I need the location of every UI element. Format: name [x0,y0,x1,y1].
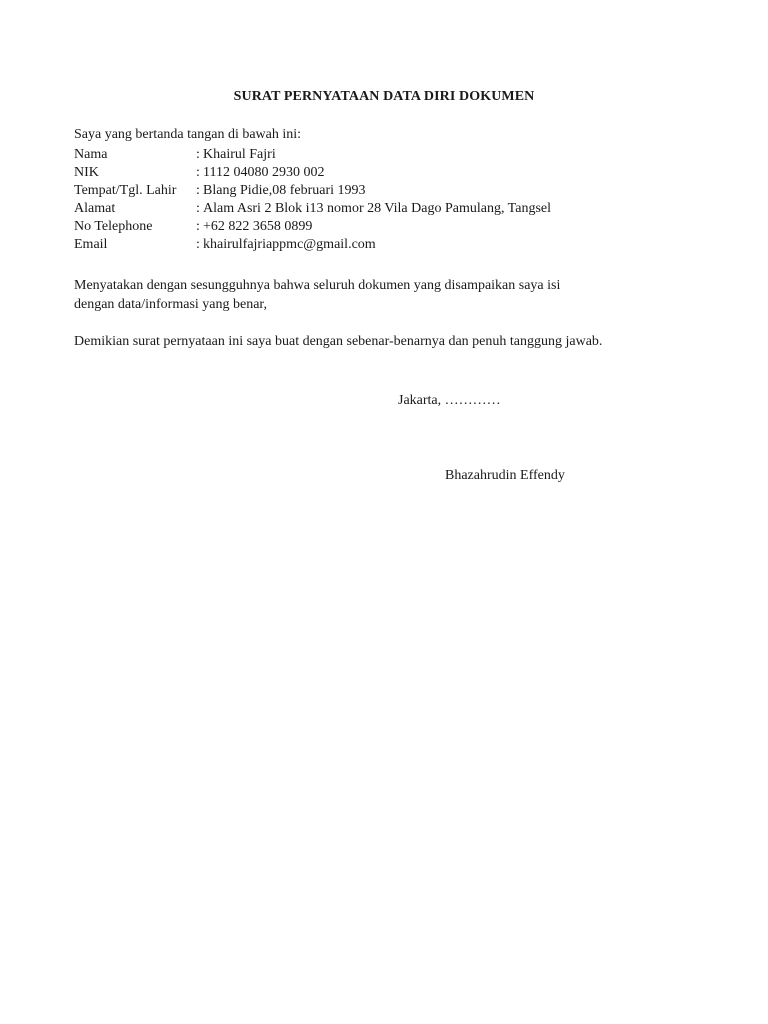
field-separator: : [196,201,200,216]
field-label: Nama [74,147,108,162]
field-label: Tempat/Tgl. Lahir [74,183,177,198]
closing-paragraph: Demikian surat pernyataan ini saya buat dengan sebenar-benarnya dan penuh tanggung jawab. [74,334,603,349]
statement-line: dengan data/informasi yang benar, [74,297,268,312]
statement-paragraph [74,276,634,314]
document-title: SURAT PERNYATAAN DATA DIRI DOKUMEN [233,89,535,104]
field-label: Alamat [74,201,116,216]
field-row-phone [74,218,551,236]
field-row-nik [74,164,551,182]
field-value: Khairul Fajri [203,147,276,162]
field-row-email [74,236,551,254]
field-row-birth [74,182,551,200]
field-label: Email [74,237,108,252]
field-label: NIK [74,165,99,180]
field-separator: : [196,219,200,234]
field-separator: : [196,237,200,252]
field-separator: : [196,165,200,180]
field-value: Alam Asri 2 Blok i13 nomor 28 Vila Dago Pamulang, Tangsel [203,201,552,216]
field-separator: : [196,147,200,162]
field-label: No Telephone [74,219,153,234]
field-value: Blang Pidie,08 februari 1993 [203,183,366,198]
field-row-nama [74,146,551,164]
statement-line: Menyatakan dengan sesungguhnya bahwa seluruh dokumen yang disampaikan saya isi [74,278,561,293]
field-value: +62 822 3658 0899 [203,219,313,234]
personal-data-fields [74,146,551,254]
field-value: khairulfajriappmc@gmail.com [203,237,376,252]
intro-text: Saya yang bertanda tangan di bawah ini: [74,127,302,142]
place-date: Jakarta, ………… [398,393,501,408]
field-separator: : [196,183,200,198]
signer-name: Bhazahrudin Effendy [445,468,565,483]
field-row-address [74,200,551,218]
field-value: 1112 04080 2930 002 [203,165,325,180]
